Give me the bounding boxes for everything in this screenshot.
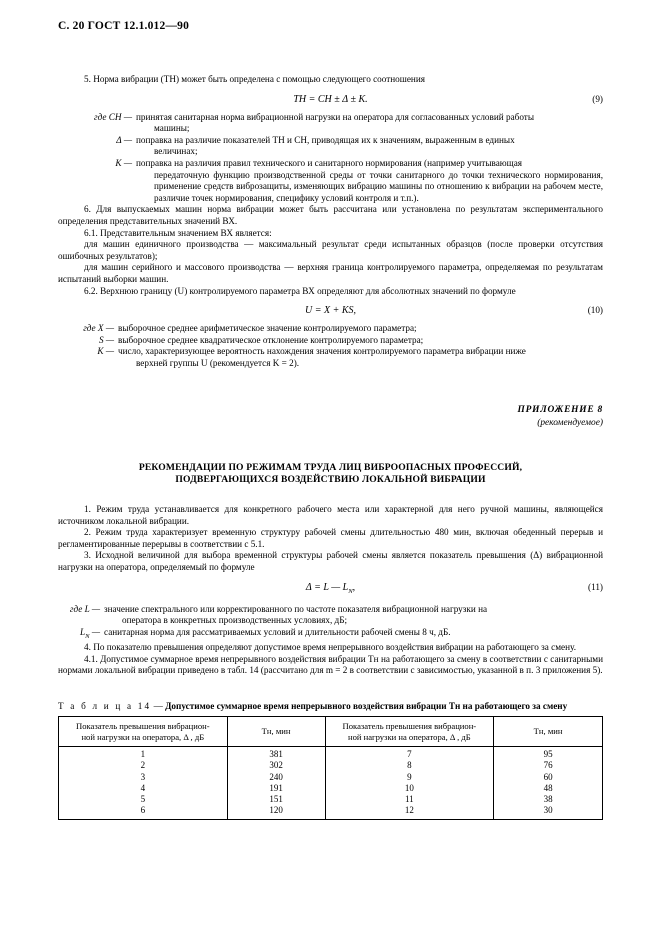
rec-clause-2: 2. Режим труда характеризует временную структуру рабочей смены длительностью 480 мин, включая обеденный перерыв и регламентированные перерывы в соответствии с 5.1. — [58, 527, 603, 549]
formula-9 — [58, 93, 603, 106]
definition-text — [118, 323, 603, 335]
definition-row — [58, 335, 603, 347]
table-cell: 9 — [325, 772, 494, 783]
table-cell: 151 — [227, 794, 325, 805]
definition-row — [58, 135, 603, 158]
definition-text-main: значение спектрального или корректированного по частоте показателя вибрационной нагрузки на — [104, 603, 488, 614]
table-cell: 12 — [325, 805, 494, 820]
table-cell: 381 — [227, 747, 325, 761]
table-cell: 48 — [543, 782, 553, 793]
definition-text-cont: оператора в конкретных производственных условиях, дБ; — [122, 615, 348, 626]
table-cell: 8 — [325, 760, 494, 771]
table-cell: 4 — [59, 783, 228, 794]
table-row — [59, 772, 603, 783]
rec-clause-4: 4. По показателю превышения определяют допустимое время непрерывного воздействия вибрации на работающего за смену. — [84, 642, 577, 653]
clause-5-paragraph: 5. Норма вибрации (ТН) может быть определена с помощью следующего соотношения — [84, 74, 425, 84]
definition-symbol: $L_N$ — — [80, 626, 100, 640]
definition-symbol: Δ — — [116, 134, 132, 145]
definition-row — [58, 323, 603, 335]
definition-row — [58, 627, 603, 642]
table-cell: 7 — [325, 747, 494, 761]
table-body — [59, 747, 603, 820]
definition-text-main: поправка на различие показателей ТН и CH, приводящая их к значениям, выраженным в единых — [136, 134, 515, 145]
table-caption-name: Допустимое суммарное время непрерывного воздействия вибрации Tн на работающего за смену — [165, 701, 568, 711]
table-row — [59, 805, 603, 820]
table-cell: 191 — [227, 783, 325, 794]
table-cell: 30 — [543, 805, 553, 816]
definition-text — [136, 158, 603, 204]
formula-9-number: (9) — [592, 93, 603, 104]
definition-text — [136, 135, 603, 158]
definition-row — [58, 112, 603, 135]
table-header-cell — [227, 717, 325, 747]
definition-row — [58, 346, 603, 369]
table-14 — [58, 716, 603, 820]
definition-text-main: поправка на различия правил технического и санитарного нормирования (например учитывающая — [136, 157, 523, 168]
table-header-row — [59, 717, 603, 747]
section-heading-line-2: ПОДВЕРГАЮЩИХСЯ ВОЗДЕЙСТВИЮ ЛОКАЛЬНОЙ ВИБРАЦИИ — [175, 474, 486, 485]
table-cell: 60 — [543, 771, 553, 782]
definition-text — [136, 112, 603, 135]
table-cell: 76 — [543, 760, 553, 771]
definition-row — [58, 158, 603, 204]
table-cell: 3 — [59, 772, 228, 783]
clause-6-1-item-a: для машин единичного производства — максимальный результат среди испытанных образцов (после проверки отсутствия ошибочных результатов); — [58, 239, 603, 261]
page-header: С. 20 ГОСТ 12.1.012—90 — [58, 20, 190, 32]
definition-list-formula-11 — [58, 604, 603, 643]
table-header-line-2: ной нагрузки на оператора, Δ , дБ — [81, 731, 205, 742]
definition-row — [58, 604, 603, 627]
clause-6-1-paragraph: 6.1. Представительным значением ВХ является: — [84, 227, 272, 238]
section-recommendations — [58, 504, 603, 677]
table-row — [59, 794, 603, 805]
rec-clause-4-1: 4.1. Допустимое суммарное время непрерывного воздействия вибрации Tн на работающего за смену в соответствии с санитарными нормами локальной вибрации приведено в табл. 14 (рассчитано для m = 2 в соответствии с зависимостью, указанной в п. 3 приложения 5). — [58, 653, 603, 676]
clause-6-2-paragraph: 6.2. Верхнюю границу (U) контролируемого параметра ВХ определяют для абсолютных значений по формуле — [84, 285, 516, 296]
definition-text — [118, 346, 603, 369]
formula-11 — [58, 581, 603, 598]
table-caption-dash: — — [151, 701, 166, 711]
table-cell: 240 — [227, 772, 325, 783]
section-heading — [58, 462, 603, 486]
formula-10 — [58, 304, 603, 317]
rec-clause-1: 1. Режим труда устанавливается для конкретного рабочего места или характерной для него ручной машины, являющейся источником локальной вибрации. — [58, 504, 603, 526]
formula-10-expression: U = X + KS, — [305, 305, 356, 317]
clause-6-paragraph: 6. Для выпускаемых машин норма вибрации может быть рассчитана или установлена по результатам экспериментального определения представительных значений ВХ. — [58, 204, 603, 226]
table-row — [59, 760, 603, 771]
table-header-cell — [59, 717, 228, 747]
table-caption — [58, 700, 618, 712]
section-heading-line-1: РЕКОМЕНДАЦИИ ПО РЕЖИМАМ ТРУДА ЛИЦ ВИБРООПАСНЫХ ПРОФЕССИЙ, — [138, 462, 523, 473]
table-header-cell — [494, 717, 603, 747]
definition-symbol: S — — [98, 334, 114, 345]
definition-text — [118, 335, 603, 347]
appendix-title: ПРИЛОЖЕНИЕ 8 — [517, 405, 603, 415]
table-row — [59, 747, 603, 761]
definition-text-main: санитарная норма для рассматриваемых условий и длительности рабочей смены 8 ч, дБ. — [104, 626, 451, 637]
table-cell: 11 — [325, 794, 494, 805]
section-normative-clauses — [58, 74, 603, 369]
definition-text-cont: верхней группы U (рекомендуется K = 2). — [136, 357, 300, 368]
definition-text-main: выборочное среднее квадратическое отклонение контролируемого параметра; — [118, 334, 424, 345]
definition-symbol: где L — — [69, 603, 100, 614]
definition-symbol: где X — — [83, 323, 114, 334]
formula-11-subscript: N — [348, 587, 353, 595]
definition-symbol: где CH — — [94, 111, 132, 122]
table-row — [59, 783, 603, 794]
formula-11-number: (11) — [588, 581, 603, 592]
definition-list-formula-10 — [58, 323, 603, 369]
table-header-line-1: Показатель превышения вибрацион- — [342, 721, 477, 731]
table-header-line-1: Tн, мин — [533, 726, 563, 737]
table-header-cell — [325, 717, 494, 747]
table-cell: 10 — [325, 783, 494, 794]
definition-text — [104, 604, 603, 627]
formula-10-number: (10) — [587, 305, 603, 316]
rec-clause-3: 3. Исходной величиной для выбора временной структуры рабочей смены является показатель превышения (Δ) вибрационной нагрузки на оператора, определяемый по формуле — [58, 550, 603, 572]
formula-11-tail: , — [352, 581, 356, 593]
definition-symbol: K — — [97, 346, 114, 357]
table-cell: 38 — [543, 794, 553, 804]
clause-6-1-item-b: для машин серийного и массового производства — верхняя граница контролируемого параметра, определяемая по результатам испытаний выборки машин. — [58, 262, 603, 284]
definition-list-formula-9 — [58, 112, 603, 205]
table-cell: 95 — [543, 749, 553, 760]
definition-text-cont: машины; — [154, 123, 190, 134]
table-cell: 6 — [59, 805, 228, 820]
definition-text-main: принятая санитарная норма вибрационной нагрузки на оператора для согласованных условий работы — [136, 111, 534, 122]
definition-text-cont: передаточную функцию производственной среды от точки санитарного до точки технического нормирования, применение средств виброзащиты, изменяющих вибрацию машины по отношению к вибрации на рабочем месте, различие точек нормирования, специфику условий контроля и т.п.). — [154, 169, 603, 203]
formula-9-expression: TH = CH ± Δ ± K. — [293, 93, 368, 105]
table-header-line-2: ной нагрузки на оператора, Δ , дБ — [347, 731, 471, 742]
table-header-line-1: Tн, мин — [261, 726, 291, 737]
definition-text-cont: величинах; — [154, 146, 198, 157]
table-head — [59, 717, 603, 747]
table-cell: 1 — [59, 747, 228, 761]
appendix-subtitle: (рекомендуемое) — [537, 417, 603, 428]
definition-symbol: K — — [115, 157, 132, 168]
table-cell: 302 — [227, 760, 325, 771]
appendix-marker — [58, 404, 603, 429]
table-cell: 2 — [59, 760, 228, 771]
definition-text-main: выборочное среднее арифметическое значение контролируемого параметра; — [118, 323, 417, 334]
definition-text-main: число, характеризующее вероятность нахождения значения контролируемого параметра вибрации ниже — [118, 346, 526, 357]
table-cell: 5 — [59, 794, 228, 805]
table-cell: 120 — [227, 805, 325, 820]
definition-text — [104, 627, 603, 639]
table-header-line-1: Показатель превышения вибрацион- — [75, 721, 210, 731]
table-caption-label: Т а б л и ц а 14 — [58, 701, 152, 711]
formula-11-expression: Δ = L — L — [305, 581, 349, 593]
